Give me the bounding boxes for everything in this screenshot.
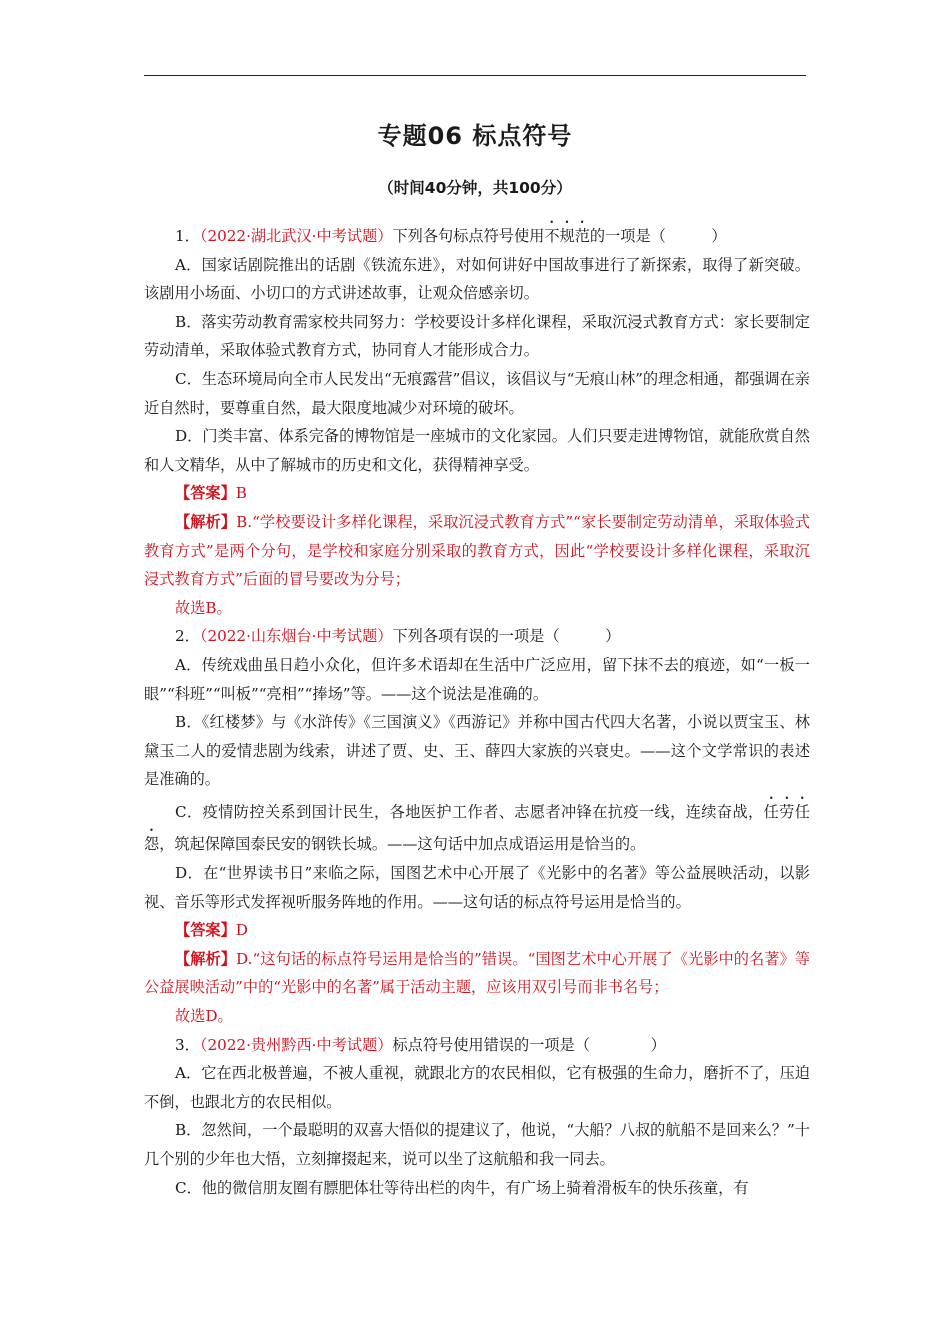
q1-stem-text: 下列各句标点符号使用 <box>392 227 545 245</box>
q2-stem-text: 下列各项有误的一项是（ ） <box>392 627 621 646</box>
q2-analysis-label: 【解析】 <box>175 949 237 968</box>
q2-option-a: A．传统戏曲虽日趋小众化，但许多术语却在生活中广泛应用，留下抹不去的痕迹，如“一板一眼”“科班”“叫板”“亮相”“捧场”等。——这个说法是准确的。 <box>144 655 810 703</box>
q1-answer-value: B <box>235 484 247 503</box>
q1-source: （2022·湖北武汉·中考试题） <box>199 227 393 245</box>
q2-stem <box>144 622 810 651</box>
q2-emphasis: 任劳任怨 <box>144 802 810 854</box>
q3-number: 3． <box>175 1035 200 1054</box>
q1-answer-label: 【答案】 <box>175 484 236 503</box>
q3-option-a: A．它在西北极普遍，不被人重视，就跟北方的农民相似，它有极强的生命力，磨折不了，压迫不倒，也跟北方的农民相似。 <box>144 1064 810 1111</box>
q1-option-d: D．门类丰富、体系完备的博物馆是一座城市的文化家园。人们只要走进博物馆，就能欣赏自然和人文精华，从中了解城市的历史和文化，获得精神享受。 <box>144 427 810 474</box>
q3-option-c: C．他的微信朋友圈有膘肥体壮等待出栏的肉牛，有广场上骑着滑板车的快乐孩童，有 <box>175 1178 749 1197</box>
q1-number: 1． <box>175 227 200 245</box>
document-body <box>144 218 810 1202</box>
header-rule <box>144 75 806 76</box>
q1-emphasis: 不规范 <box>544 227 590 245</box>
q2-option-c-end: ，筑起保障国泰民安的钢铁长城。——这句话中加点成语运用是恰当的。 <box>159 835 646 854</box>
q2-answer-value: D <box>235 921 248 940</box>
q2-option-c-text: C．疫情防控关系到国计民生，各地医护工作者、志愿者冲锋在抗疫一线，连续奋战， <box>175 802 764 821</box>
q2-option-b: B．《红楼梦》与《水浒传》《三国演义》《西游记》并称中国古代四大名著，小说以贾宝玉、林黛玉二人的爱情悲剧为线索，讲述了贾、史、王、薛四大家族的兴衰史。——这个文学常识的表述是准确的。 <box>144 713 810 789</box>
q3-stem <box>144 1031 810 1060</box>
q2-option-c <box>144 794 810 859</box>
q3-option-b: B．忽然间，一个最聪明的双喜大悟似的提建议了，他说，“大船？八叔的航船不是回来么？”十几个别的少年也大悟，立刻撺掇起来，说可以坐了这航船和我一同去。 <box>144 1121 810 1168</box>
q3-stem-text: 标点符号使用错误的一项是（ ） <box>392 1035 666 1054</box>
q1-stem-end: 的一项是（ ） <box>589 227 727 245</box>
q1-analysis <box>144 508 810 594</box>
q2-option-d: D．在“世界读书日”来临之际，国图艺术中心开展了《光影中的名著》等公益展映活动，以影视、音乐等形式发挥视听服务阵地的作用。——这句话的标点符号运用是恰当的。 <box>144 864 810 911</box>
q2-source: （2022·山东烟台·中考试题） <box>199 627 393 646</box>
q2-answer-label: 【答案】 <box>175 921 236 940</box>
q2-analysis <box>144 945 810 1002</box>
q1-analysis-text: B.“学校要设计多样化课程，采取沉浸式教育方式”“家长要制定劳动清单，采取体验式教育方式”是两个分句，是学校和家庭分别采取的教育方式，因此“学校要设计多样化课程，采取沉浸式教育方式”后面的冒号要改为分号； <box>144 512 810 589</box>
q1-option-b: B．落实劳动教育需家校共同努力：学校要设计多样化课程，采取沉浸式教育方式：家长要制定劳动清单，采取体验式教育方式，协同育人才能形成合力。 <box>144 312 810 360</box>
q1-option-c: C．生态环境局向全市人民发出“无痕露营”倡议，该倡议与“无痕山林”的理念相通，都强调在亲近自然时，要尊重自然，最大限度地减少对环境的破坏。 <box>144 369 810 417</box>
q3-source: （2022·贵州黔西·中考试题） <box>199 1035 393 1054</box>
q2-analysis-text: D.“这句话的标点符号运用是恰当的”错误。“国图艺术中心开展了《光影中的名著》等公益展映活动”中的“光影中的名著”属于活动主题，应该用双引号而非书名号； <box>144 949 811 997</box>
q1-answer <box>144 479 810 508</box>
q1-conclusion: 故选B。 <box>175 598 232 617</box>
page-title: 专题06 标点符号 <box>377 122 573 150</box>
q1-stem <box>144 218 810 251</box>
q1-analysis-label: 【解析】 <box>175 512 237 531</box>
q2-answer <box>144 916 810 945</box>
q1-option-a: A．国家话剧院推出的话剧《铁流东进》，对如何讲好中国故事进行了新探索，取得了新突破。该剧用小场面、小切口的方式讲述故事，让观众倍感亲切。 <box>144 255 810 303</box>
q2-conclusion: 故选D。 <box>175 1007 233 1026</box>
page-subtitle: （时间40分钟，共100分） <box>378 179 572 197</box>
q2-number: 2． <box>175 627 200 646</box>
